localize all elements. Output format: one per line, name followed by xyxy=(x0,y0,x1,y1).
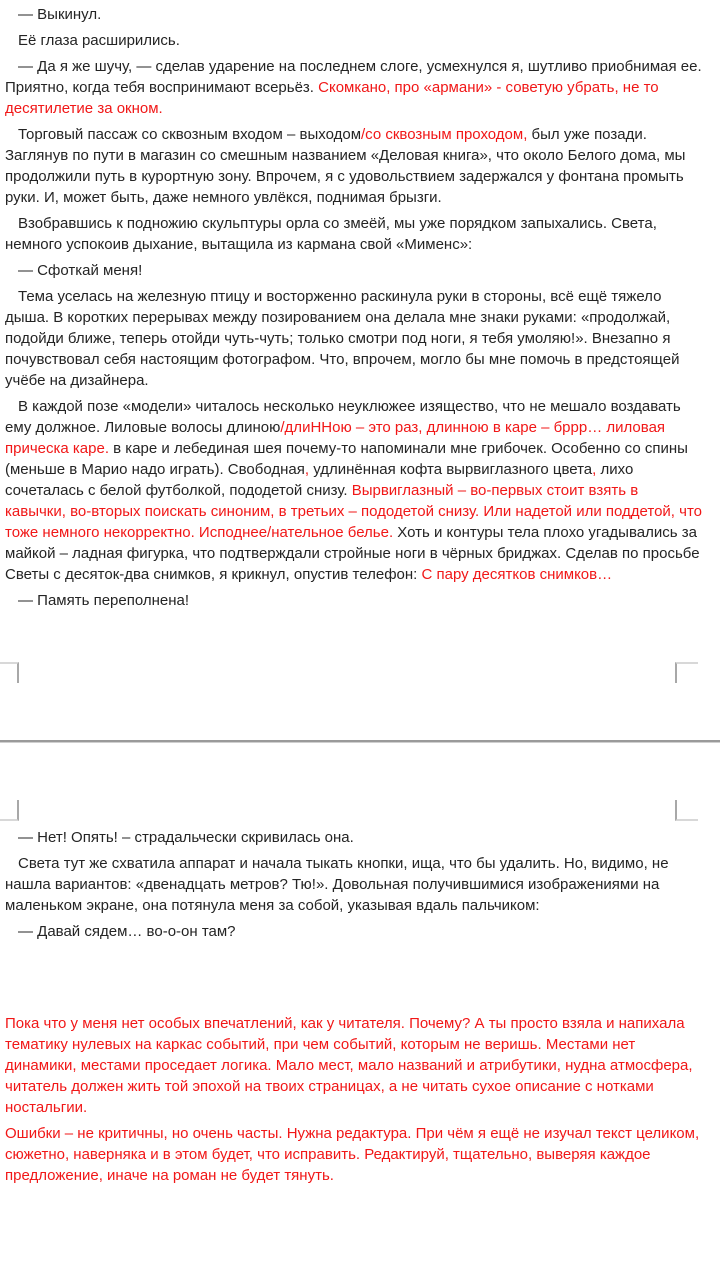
story-text-run: В каждой позе «модели» читалось несколько неуклюжее изящество, что не мешало воздавать ему должное. Лиловые волосы длиною xyxy=(5,398,681,436)
page-2-text xyxy=(0,743,720,1186)
page-corner-mark-bottom-right xyxy=(675,662,698,683)
paragraph xyxy=(5,56,702,119)
story-text-run: лихо сочеталась с белой футболкой, пододетой снизу. xyxy=(5,461,634,499)
editor-annotation-run: , xyxy=(592,461,597,478)
paragraph xyxy=(5,1123,702,1186)
paragraph xyxy=(5,124,702,208)
story-text-run: Её глаза расширились. xyxy=(18,32,180,49)
story-text-run: Света тут же схватила аппарат и начала тыкать кнопки, ища, что бы удалить. Но, видимо, не нашла вариантов: «двенадцать метров? Тю!». Довольная получившимися изображениями на маленьком экране, она потянула меня за собой, указывая вдаль пальчиком: xyxy=(5,855,669,914)
story-text-run: Торговый пассаж со сквозным входом – выходом xyxy=(18,126,362,143)
paragraph xyxy=(5,590,702,611)
editor-annotation-run: Скомкано, про «армани» - советую убрать, не то десятилетие за окном. xyxy=(5,79,659,117)
paragraph xyxy=(5,260,702,281)
paragraph xyxy=(5,827,702,848)
page-2 xyxy=(0,743,720,1280)
editor-annotation-run: /длиННою – это раз, длинною в каре – бррр… лиловая прическа каре. xyxy=(5,419,666,457)
paragraph xyxy=(5,213,702,255)
editor-annotation-run: , xyxy=(304,461,310,478)
story-text-run: — Нет! Опять! – страдальчески скривилась она. xyxy=(18,829,354,846)
editor-annotation-run: Ошибки – не критичны, но очень часты. Нужна редактура. При чём я ещё не изучал текст целиком, сюжетно, наверняка и в этом будет, что исправить. Редактируй, тщательно, выверяя каждое предложение, иначе на роман не будет тянуть. xyxy=(5,1125,700,1184)
editor-annotation-run: Вырвиглазный – во-первых стоит взять в кавычки, во-вторых поискать синоним, в третьих – пододетой снизу. Или надетой или поддетой, что тоже немного некорректно. Исподнее/нательное белье. xyxy=(5,482,703,541)
paragraph xyxy=(5,30,702,51)
story-text-run: — Выкинул. xyxy=(18,6,102,23)
story-text-run: — Давай сядем… во-о-он там? xyxy=(18,923,236,940)
page-corner-mark-bottom-left xyxy=(0,662,19,683)
story-text-run: Хоть и контуры тела плохо угадывались за майкой – ладная фигурка, что подтверждали стройные ноги в чёрных бриджах. Сделав по просьбе Светы с десяток-два снимков, я крикнул, опустив телефон: xyxy=(5,524,700,583)
editor-annotation-run: Пока что у меня нет особых впечатлений, как у читателя. Почему? А ты просто взяла и напихала тематику нулевых на каркас событий, при чем событий, которым не веришь. Местами нет динамики, местами проседает логика. Мало мест, мало названий и атрибутики, нудна атмосфера, читатель должен жить той эпохой на твоих страницах, а не читать сухое описание с нотками ностальгии. xyxy=(5,1015,693,1116)
paragraph xyxy=(5,1013,702,1118)
paragraph xyxy=(5,286,702,391)
story-text-run: Взобравшись к подножию скульптуры орла со змеёй, мы уже порядком запыхались. Света, немного успокоив дыхание, вытащила из кармана свой «Мименс»: xyxy=(5,215,657,253)
page-corner-mark-top-right xyxy=(675,800,698,821)
editor-annotation-run: /со сквозным проходом, xyxy=(361,126,528,143)
page-1-text xyxy=(0,0,720,611)
editor-annotation-run: С пару десятков снимков… xyxy=(421,566,613,583)
paragraph xyxy=(5,853,702,916)
story-text-run: был уже позади. Заглянув по пути в магазин со смешным названием «Деловая книга», что около Белого дома, мы продолжили путь в курортную зону. Впрочем, я с удовольствием задержался у фонтана промыть руки. И, может быть, даже немного увлёкся, поднимая брызги. xyxy=(5,126,686,206)
paragraph xyxy=(5,4,702,25)
story-text-run: — Сфоткай меня! xyxy=(18,262,143,279)
paragraph xyxy=(5,921,702,942)
story-text-run: удлинённая кофта вырвиглазного цвета xyxy=(309,461,593,478)
story-text-run: в каре и лебединая шея почему-то напоминали мне грибочек. Особенно со спины (меньше в Марио надо играть). Свободная xyxy=(5,440,688,478)
story-text-run: Тема уселась на железную птицу и восторженно раскинула руки в стороны, всё ещё тяжело дыша. В коротких перерывах между позированием она делала мне знаки руками: «продолжай, подойди ближе, теперь отойди чуть-чуть; только смотри под ноги, я тебя умоляю!». Внезапно я почувствовал себя настоящим фотографом. Что, впрочем, могло бы мне помочь в предстоящей учёбе на дизайнера. xyxy=(5,288,680,389)
story-text-run: — Да я же шучу, — сделав ударение на последнем слоге, усмехнулся я, шутливо приобнимая ее. Приятно, когда тебя воспринимают всерьёз. xyxy=(5,58,702,96)
blank-gap xyxy=(5,947,702,1013)
page-corner-mark-top-left xyxy=(0,800,19,821)
story-text-run: — Память переполнена! xyxy=(18,592,190,609)
paragraph xyxy=(5,396,702,585)
